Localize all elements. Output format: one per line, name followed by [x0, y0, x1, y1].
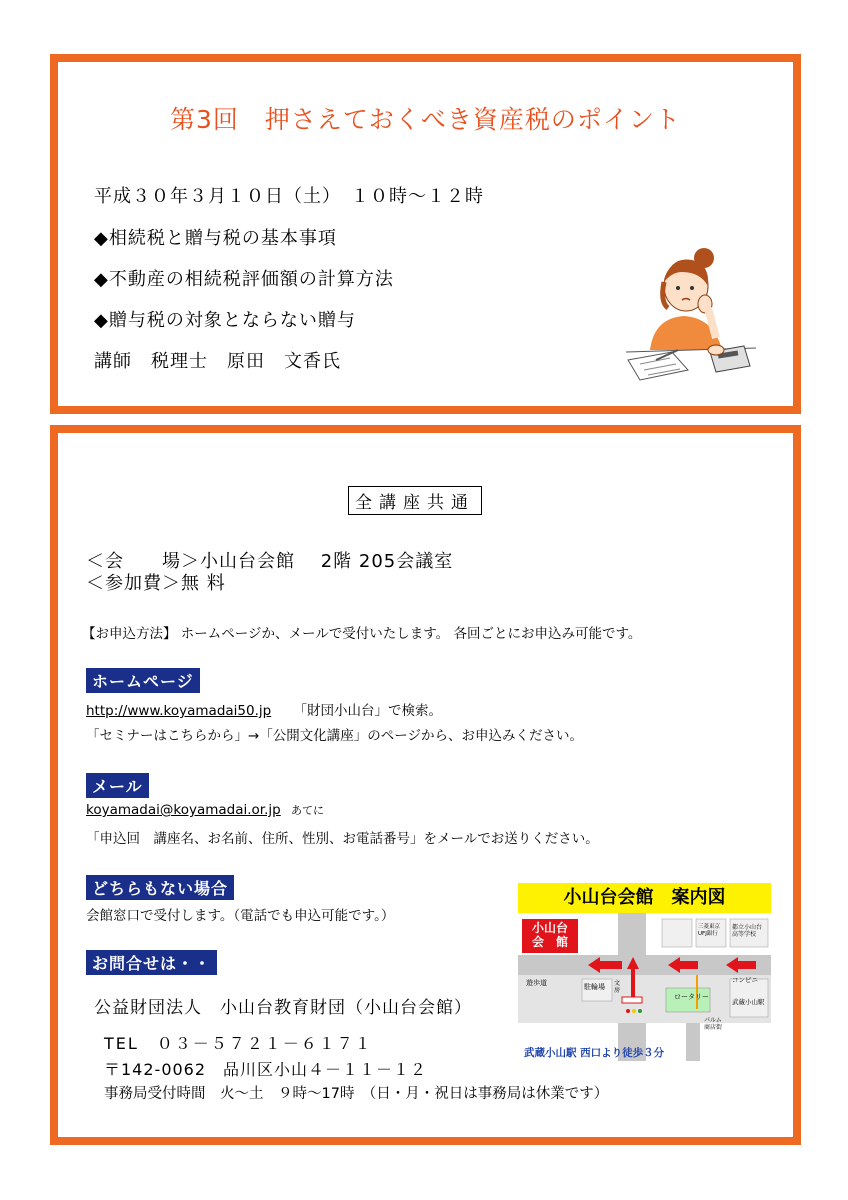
info-box [50, 425, 801, 1145]
lecturer: 講師 税理士 原田 文香氏 [94, 351, 341, 372]
mail-label: メール [86, 773, 149, 798]
mail-instructions: 「申込回 講座名、お名前、住所、性別、お電話番号」をメールでお送りください。 [86, 831, 599, 847]
contact-org: 公益財団法人 小山台教育財団（小山台会館） [94, 998, 472, 1018]
seminar-title: 第3回 押さえておくべき資産税のポイント [170, 105, 681, 134]
access-map [518, 883, 771, 1061]
topic-item: ◆贈与税の対象とならない贈与 [94, 310, 356, 331]
woman-illustration [626, 242, 756, 382]
map-school-label: 都立小山台 高等学校 [732, 924, 763, 938]
seminar-datetime: 平成３０年３月１０日（土） １０時～１２時 [94, 186, 484, 207]
contact-tel: TEL ０３－５７２１－６１７１ [104, 1034, 373, 1053]
map-conveni-label: コンビニ [732, 976, 758, 984]
map-parking-label: 駐輪場 [584, 983, 605, 991]
map-palm-label: パルム 商店街 [704, 1017, 723, 1031]
common-heading: 全講座共通 [348, 486, 482, 515]
contact-address: 〒142-0062 品川区小山４－１１－１２ [104, 1060, 428, 1079]
seminar-box [50, 54, 801, 414]
mail-link[interactable]: koyamadai@koyamadai.or.jp [86, 802, 281, 818]
map-shop-label: 文 房 [614, 980, 621, 994]
map-caption: 武蔵小山駅 西口より徒歩３分 [524, 1047, 665, 1059]
neither-label: どちらもない場合 [86, 875, 234, 900]
homepage-label: ホームページ [86, 668, 200, 693]
map-title: 小山台会館 案内図 [518, 883, 771, 913]
topic-item: ◆相続税と贈与税の基本事項 [94, 228, 337, 249]
homepage-search-note: 「財団小山台」で検索。 [293, 703, 442, 719]
map-bank-label: 三菱東京 UFJ銀行 [698, 924, 721, 937]
neither-text: 会館窓口で受付します。（電話でも申込可能です。） [86, 908, 395, 924]
apply-method: 【お申込方法】 ホームページか、メールで受付いたします。 各回ごとにお申込み可能です。 [82, 626, 642, 642]
mail-suffix: あてに [291, 804, 325, 817]
map-hall-label: 小山台 会 館 [531, 921, 568, 949]
map-rotary-label: ロータリー [674, 993, 709, 1001]
contact-hours: 事務局受付時間 火～土 ９時～17時 （日・月・祝日は事務局は休業です） [104, 1086, 609, 1102]
topic-item: ◆不動産の相続税評価額の計算方法 [94, 269, 394, 290]
contact-label: お問合せは・・ [86, 950, 217, 975]
homepage-link[interactable]: http://www.koyamadai50.jp [86, 703, 272, 719]
venue: ＜会 場＞小山台会館 2階 205会議室 [86, 551, 454, 572]
map-road-label: 遊歩道 [526, 979, 547, 987]
map-station-label: 武蔵小山駅 [732, 998, 765, 1006]
homepage-instructions: 「セミナーはこちらから」→「公開文化講座」のページから、お申込みください。 [86, 728, 584, 744]
fee: ＜参加費＞無 料 [86, 573, 226, 594]
